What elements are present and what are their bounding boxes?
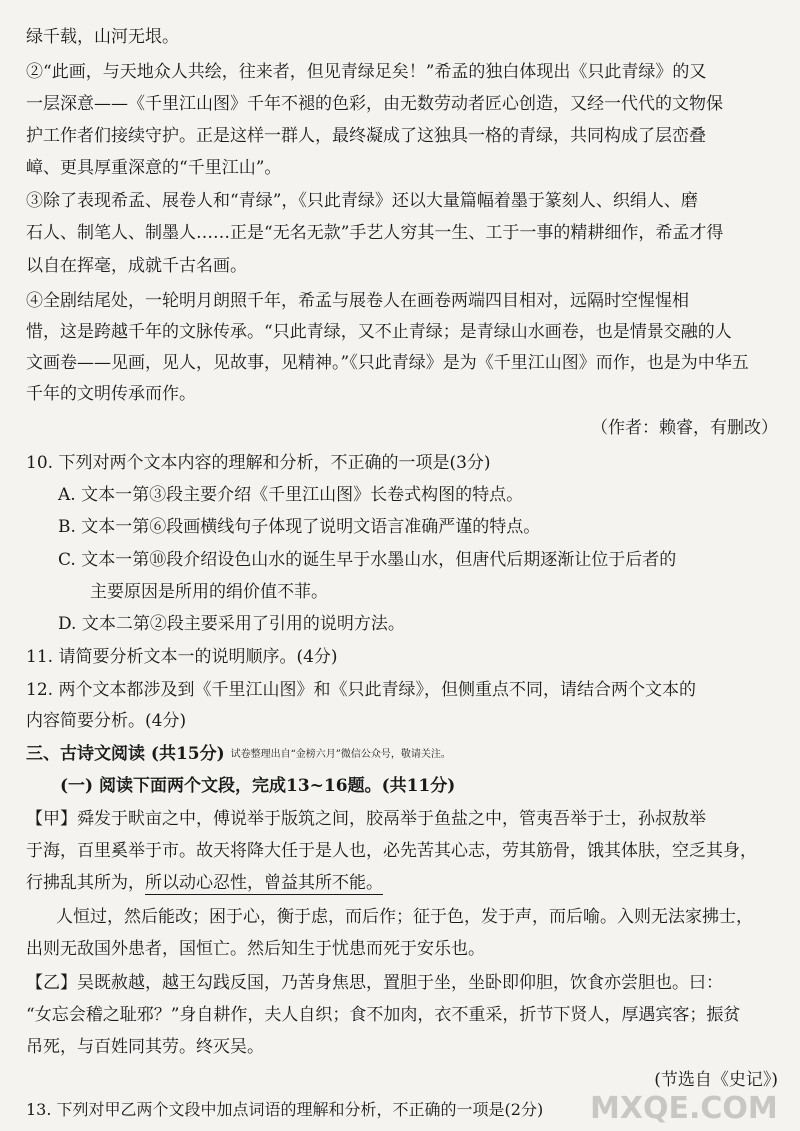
question-12-cont: 内容简要分析。(4分)	[26, 711, 187, 731]
passage-jia-line: 于海，百里奚举于市。故天将降大任于是人也，必先苦其心志，劳其筋骨，饿其体肤，空乏其身，	[26, 841, 757, 861]
question-12: 12. 两个文本都涉及到《千里江山图》和《只此青绿》，但侧重点不同，请结合两个文本的	[26, 680, 696, 700]
section-3-heading	[26, 743, 800, 766]
passage-yi-line: 吊死，与百姓同其劳。终灭吴。	[26, 1037, 264, 1057]
option-10d: D. 文本二第②段主要采用了引用的说明方法。	[58, 614, 405, 634]
question-13: 13. 下列对甲乙两个文段中加点词语的理解和分析，不正确的一项是(2分)	[26, 1100, 544, 1119]
passage-yi-line: 【乙】吴既赦越，越王勾践反国，乃苦身焦思，置胆于坐，坐卧即仰胆，饮食亦尝胆也。曰：	[26, 973, 723, 993]
text-line: 千年的文明传承而作。	[26, 384, 196, 404]
passage-jia-line	[26, 872, 800, 894]
text-line: ③除了表现希孟、展卷人和“青绿”，《只此青绿》还以大量篇幅着墨于篆刻人、织绢人、磨	[26, 191, 698, 211]
text-line: 文画卷——见画，见人，见故事，见精神。”《只此青绿》是为《千里江山图》而作，也是为中华五	[26, 353, 749, 373]
section-3-title: 三、古诗文阅读 (共15分)	[26, 744, 225, 764]
option-10c-cont: 主要原因是所用的绢价值不菲。	[90, 582, 328, 602]
subsection-1-heading: (一) 阅读下面两个文段，完成13~16题。(共11分)	[60, 776, 456, 796]
passage-jia-line: 出则无敌国外患者，国恒亡。然后知生于忧患而死于安乐也。	[26, 939, 485, 959]
passage-yi-line: “女忘会稽之耻邪？”身自耕作，夫人自织；食不加肉，衣不重采，折节下贤人，厚遇宾客；振贫	[26, 1005, 741, 1025]
text-line: 石人、制笔人、制墨人……正是“无名无款”手艺人穷其一生、工于一事的精耕细作，希孟才得	[26, 223, 724, 243]
author-credit: （作者：赖睿，有删改）	[591, 418, 778, 438]
question-11: 11. 请简要分析文本一的说明顺序。(4分)	[26, 647, 338, 667]
question-10: 10. 下列对两个文本内容的理解和分析，不正确的一项是(3分)	[26, 453, 491, 473]
option-10c: C. 文本一第⑩段介绍设色山水的诞生早于水墨山水，但唐代后期逐渐让位于后者的	[58, 550, 677, 570]
underlined-sentence: 所以动心忍性，曾益其所不能。	[145, 873, 383, 893]
option-10b: B. 文本一第⑥段画横线句子体现了说明文语言准确严谨的特点。	[58, 517, 541, 537]
passage-jia-text: 行拂乱其所为，	[26, 873, 145, 893]
source-credit: (节选自《史记》)	[654, 1070, 778, 1090]
text-line: 惜，这是跨越千年的文脉传承。“只此青绿，又不止青绿；是青绿山水画卷，也是情景交融的人	[26, 322, 732, 342]
text-line: ④全剧结尾处，一轮明月朗照千年，希孟与展卷人在画卷两端四目相对，远隔时空惺惺相	[26, 291, 689, 311]
text-line: 绿千载，山河无垠。	[26, 27, 179, 47]
section-3-note: 试卷整理出自“金榜六月”微信公众号，敬请关注。	[230, 749, 451, 760]
text-line: 嶂、更具厚重深意的“千里江山”。	[26, 158, 282, 178]
watermark-text: MXQE.COM	[590, 1091, 778, 1126]
text-line: 以自在挥毫，成就千古名画。	[26, 256, 247, 276]
option-10a: A. 文本一第③段主要介绍《千里江山图》长卷式构图的特点。	[58, 485, 524, 505]
passage-jia-line: 【甲】舜发于畎亩之中，傅说举于版筑之间，胶鬲举于鱼盐之中，管夷吾举于士，孙叔敖举	[26, 809, 706, 829]
text-line: 护工作者们接续守护。正是这样一群人，最终凝成了这独具一格的青绿，共同构成了层峦叠	[26, 126, 706, 146]
text-line: ②“此画，与天地众人共绘，往来者，但见青绿足矣！”希孟的独白体现出《只此青绿》的又	[26, 62, 707, 82]
passage-jia-line: 人恒过，然后能改；困于心，衡于虑，而后作；征于色，发于声，而后喻。入则无法家拂士，	[56, 907, 753, 927]
text-line: 一层深意——《千里江山图》千年不褪的色彩，由无数劳动者匠心创造，又经一代代的文物保	[26, 94, 723, 114]
